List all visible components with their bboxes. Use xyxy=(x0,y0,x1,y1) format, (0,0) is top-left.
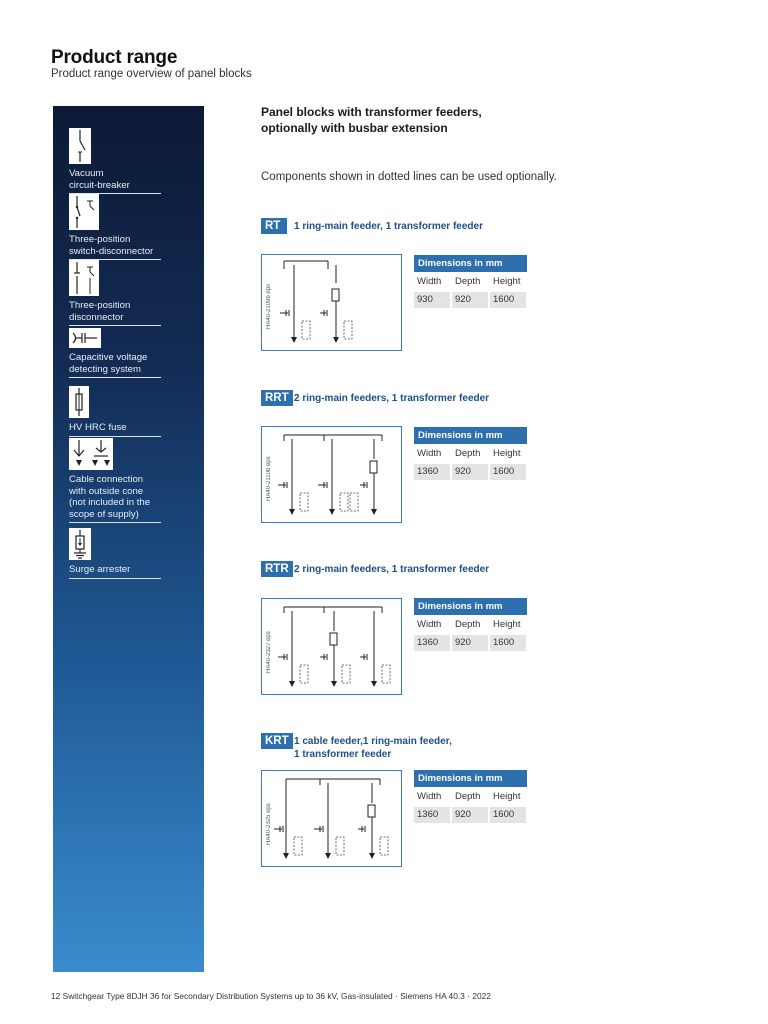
dims-depth: 920 xyxy=(452,635,488,651)
single-line-diagram xyxy=(261,770,402,867)
diagram-code: HA40-2325 eps xyxy=(266,803,272,845)
dims-header-cell: Width xyxy=(414,617,450,633)
three-position-switch-disconnector-icon xyxy=(69,194,99,230)
dims-header-cell: Depth xyxy=(452,274,488,290)
krt-diagram-svg xyxy=(262,771,403,868)
block-description: 2 ring-main feeders, 1 transformer feeder xyxy=(294,564,490,575)
dims-header-cell: Height xyxy=(490,789,526,805)
dims-header-cell: Width xyxy=(414,789,450,805)
block-description: 2 ring-main feeders, 1 transformer feeder xyxy=(294,393,490,404)
dims-width: 1360 xyxy=(414,464,450,480)
dimensions-table xyxy=(414,598,527,651)
dimensions-title: Dimensions in mm xyxy=(414,770,527,787)
legend-panel xyxy=(53,106,204,972)
dims-height: 1600 xyxy=(490,807,526,823)
block-description: 1 ring-main feeder, 1 transformer feeder xyxy=(294,221,483,232)
legend-item-cable-connection xyxy=(69,438,161,523)
dimensions-title: Dimensions in mm xyxy=(414,598,527,615)
block-tag: KRT xyxy=(261,733,293,749)
capacitive-voltage-detecting-icon xyxy=(69,328,101,348)
page-title: Product range xyxy=(51,47,178,68)
legend-label: Three-position switch-disconnector xyxy=(69,234,161,260)
legend-item-three-position-disconnector xyxy=(69,260,161,326)
three-position-disconnector-icon xyxy=(69,260,99,296)
vacuum-circuit-breaker-icon xyxy=(69,128,91,164)
single-line-diagram xyxy=(261,254,402,351)
dims-height: 1600 xyxy=(490,464,526,480)
section-heading: Panel blocks with transformer feeders, optionally with busbar extension xyxy=(261,105,482,135)
rtr-diagram-svg xyxy=(262,599,403,696)
dimensions-value-row xyxy=(414,292,527,308)
legend-label: Capacitive voltage detecting system xyxy=(69,352,161,378)
legend-item-vacuum-circuit-breaker xyxy=(69,128,161,194)
dims-header-cell: Depth xyxy=(452,789,488,805)
dims-header-cell: Height xyxy=(490,274,526,290)
single-line-diagram xyxy=(261,426,402,523)
legend-item-hv-hrc-fuse xyxy=(69,386,161,437)
dimensions-header-row xyxy=(414,274,527,290)
surge-arrester-icon xyxy=(69,528,91,560)
page-subtitle: Product range overview of panel blocks xyxy=(51,68,252,80)
single-line-diagram xyxy=(261,598,402,695)
dims-header-cell: Height xyxy=(490,446,526,462)
dimensions-table xyxy=(414,427,527,480)
dims-height: 1600 xyxy=(490,635,526,651)
legend-item-three-position-switch-disconnector xyxy=(69,194,161,260)
dims-depth: 920 xyxy=(452,464,488,480)
dims-header-cell: Depth xyxy=(452,446,488,462)
block-tag: RTR xyxy=(261,561,293,577)
diagram-code: HA40-2110b eps xyxy=(266,456,272,501)
legend-item-capacitive-voltage-detecting xyxy=(69,328,161,378)
dims-depth: 920 xyxy=(452,292,488,308)
legend-label: Vacuum circuit-breaker xyxy=(69,168,161,194)
dims-header-cell: Height xyxy=(490,617,526,633)
legend-label: HV HRC fuse xyxy=(69,422,161,437)
block-description: 1 cable feeder,1 ring-main feeder, 1 transformer feeder xyxy=(294,736,452,760)
dimensions-header-row xyxy=(414,617,527,633)
dims-depth: 920 xyxy=(452,807,488,823)
dimensions-title: Dimensions in mm xyxy=(414,427,527,444)
block-tag: RT xyxy=(261,218,287,234)
dims-width: 1360 xyxy=(414,635,450,651)
legend-label: Cable connection with outside cone (not included in the scope of supply) xyxy=(69,474,161,523)
dimensions-value-row xyxy=(414,807,527,823)
diagram-code: HA40-2109b eps xyxy=(266,283,272,329)
dimensions-header-row xyxy=(414,446,527,462)
dims-header-cell: Width xyxy=(414,274,450,290)
block-tag: RRT xyxy=(261,390,293,406)
dimensions-value-row xyxy=(414,464,527,480)
rt-diagram-svg xyxy=(262,255,403,352)
legend-item-surge-arrester xyxy=(69,528,161,579)
dims-height: 1600 xyxy=(490,292,526,308)
dimensions-title: Dimensions in mm xyxy=(414,255,527,272)
dims-header-cell: Width xyxy=(414,446,450,462)
legend-label: Surge arrester xyxy=(69,564,161,579)
dimensions-table xyxy=(414,255,527,308)
dims-header-cell: Depth xyxy=(452,617,488,633)
rrt-diagram-svg xyxy=(262,427,403,524)
optional-components-note: Components shown in dotted lines can be used optionally. xyxy=(261,171,557,183)
dims-width: 930 xyxy=(414,292,450,308)
dimensions-table xyxy=(414,770,527,823)
hv-hrc-fuse-icon xyxy=(69,386,89,418)
dimensions-value-row xyxy=(414,635,527,651)
dims-width: 1360 xyxy=(414,807,450,823)
legend-label: Three-position disconnector xyxy=(69,300,161,326)
diagram-code: HA40-2327 eps xyxy=(266,631,272,673)
dimensions-header-row xyxy=(414,789,527,805)
page-footer: 12 Switchgear Type 8DJH 36 for Secondary Distribution Systems up to 36 kV, Gas-insulated · Siemens HA 40.3 · 2022 xyxy=(51,991,491,1001)
cable-connection-outside-cone-icon xyxy=(69,438,113,470)
